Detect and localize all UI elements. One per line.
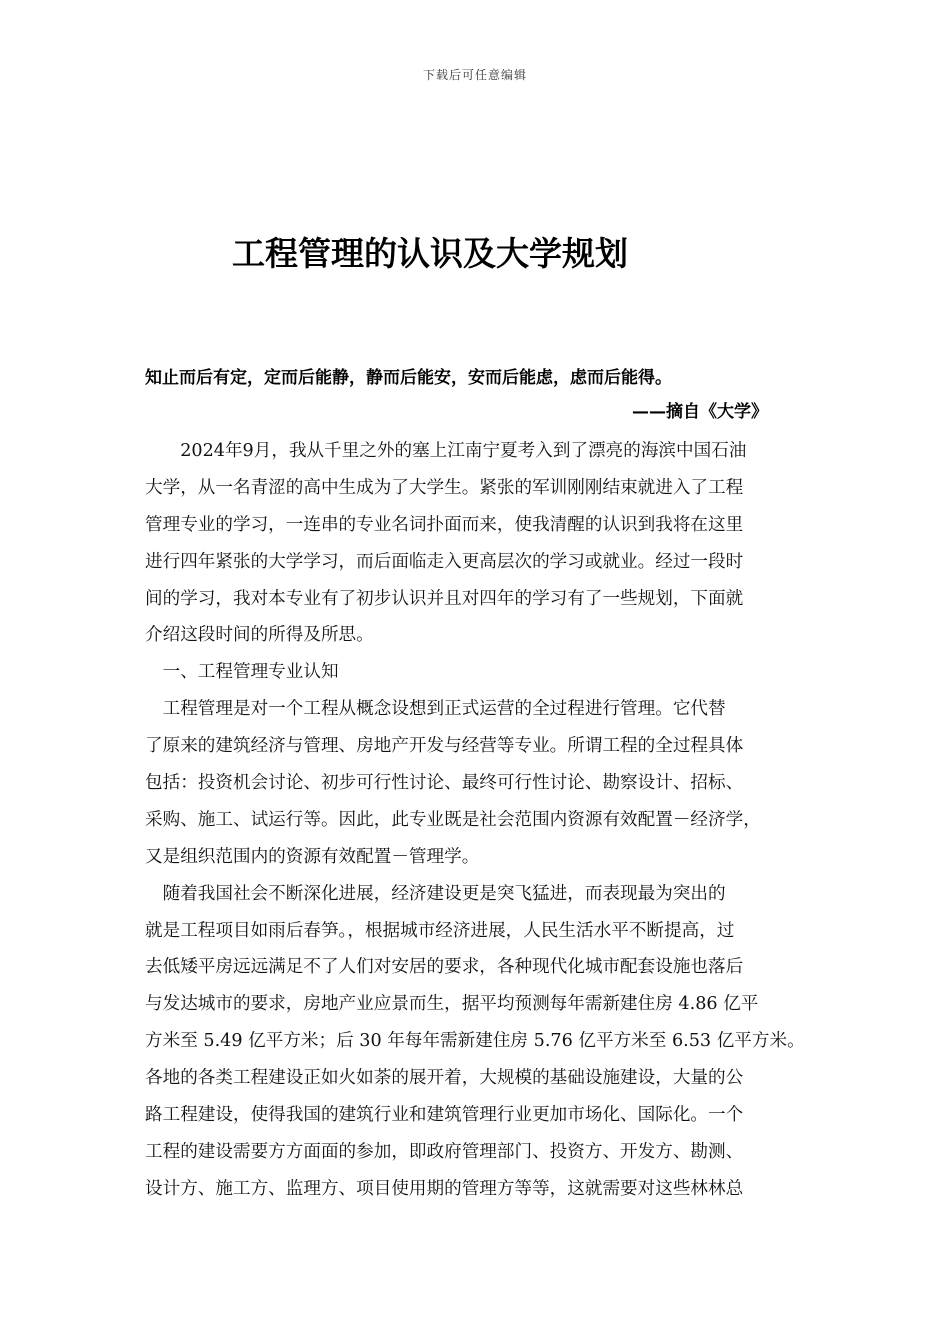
body-text bbox=[145, 433, 825, 1208]
header-note: 下载后可任意编辑 bbox=[422, 68, 527, 82]
body-line: 路工程建设，使得我国的建筑行业和建筑管理行业更加市场化、国际化。一个 bbox=[145, 1105, 744, 1126]
body-line: 就是工程项目如雨后春笋。，根据城市经济进展，人民生活水平不断提高，过 bbox=[145, 920, 735, 941]
body-line: 去低矮平房远远满足不了人们对安居的要求，各种现代化城市配套设施也落后 bbox=[145, 957, 744, 978]
body-line: 工程管理是对一个工程从概念设想到正式运营的全过程进行管理。它代替 bbox=[145, 699, 726, 720]
section-heading: 一、工程管理专业认知 bbox=[145, 662, 339, 683]
body-line: 又是组织范围内的资源有效配置－管理学。 bbox=[145, 846, 480, 867]
body-line: 了原来的建筑经济与管理、房地产开发与经营等专业。所谓工程的全过程具体 bbox=[145, 736, 744, 757]
epigraph-quote: 知止而后有定，定而后能静，静而后能安，安而后能虑，虑而后能得。 bbox=[145, 368, 672, 388]
body-line: 采购、施工、试运行等。因此，此专业既是社会范围内资源有效配置－经济学， bbox=[145, 809, 761, 830]
body-line: 介绍这段时间的所得及所思。 bbox=[145, 625, 374, 646]
body-line: 进行四年紧张的大学学习，而后面临走入更高层次的学习或就业。经过一段时 bbox=[145, 551, 744, 572]
body-line: 包括：投资机会讨论、初步可行性讨论、最终可行性讨论、勘察设计、招标、 bbox=[145, 773, 744, 794]
document-title: 工程管理的认识及大学规划 bbox=[232, 234, 628, 273]
body-line: 工程的建设需要方方面面的参加，即政府管理部门、投资方、开发方、勘测、 bbox=[145, 1141, 744, 1162]
body-line: 间的学习，我对本专业有了初步认识并且对四年的学习有了一些规划，下面就 bbox=[145, 588, 744, 609]
epigraph-source: ——摘自《大学》 bbox=[632, 402, 768, 422]
body-line: 管理专业的学习，一连串的专业名词扑面而来，使我清醒的认识到我将在这里 bbox=[145, 514, 744, 535]
body-line: 与发达城市的要求，房地产业应景而生，据平均预测每年需新建住房 4.86 亿平 bbox=[145, 994, 759, 1015]
body-line: 随着我国社会不断深化进展，经济建设更是突飞猛进，而表现最为突出的 bbox=[145, 883, 726, 904]
body-line: 2024年9月，我从千里之外的塞上江南宁夏考入到了漂亮的海滨中国石油 bbox=[145, 441, 747, 461]
body-line: 大学，从一名青涩的高中生成为了大学生。紧张的军训刚刚结束就进入了工程 bbox=[145, 477, 744, 498]
body-line: 设计方、施工方、监理方、项目使用期的管理方等等，这就需要对这些林林总 bbox=[145, 1178, 744, 1199]
body-line: 方米至 5.49 亿平方米；后 30 年每年需新建住房 5.76 亿平方米至 6.53 亿平方米。 bbox=[145, 1031, 805, 1052]
body-line: 各地的各类工程建设正如火如荼的展开着，大规模的基础设施建设，大量的公 bbox=[145, 1068, 744, 1089]
